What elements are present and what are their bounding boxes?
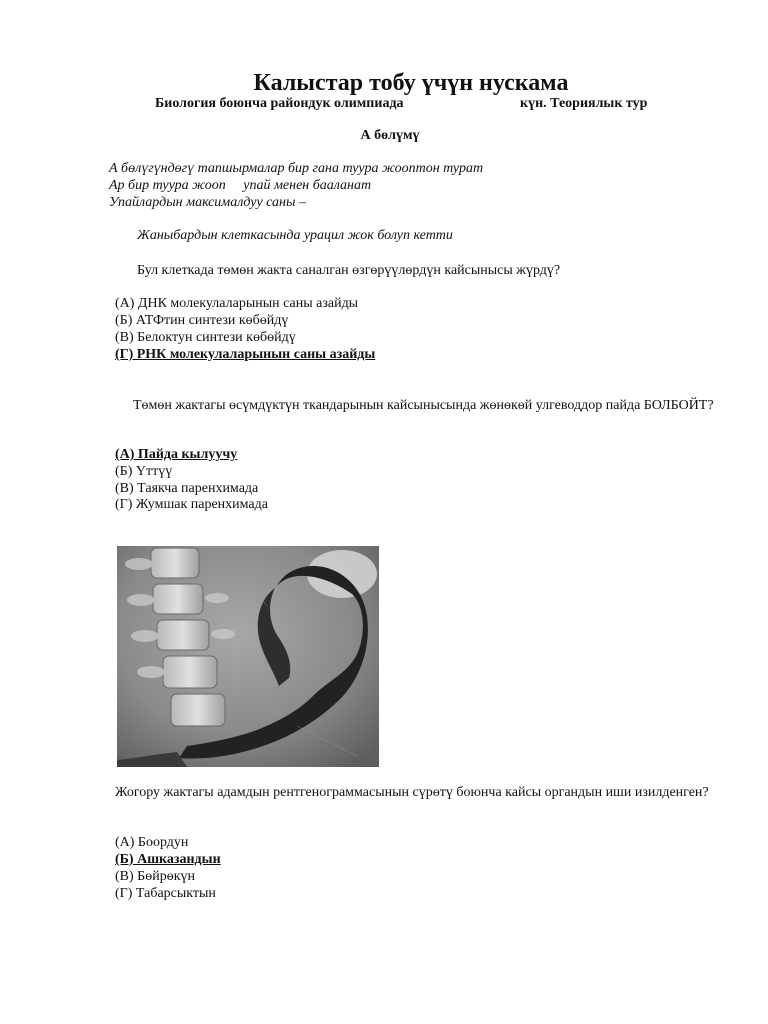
q2-option-d: (Г) Жумшак паренхимада: [115, 497, 268, 512]
page-title: Калыстар тобу үчүн нускама: [253, 70, 569, 96]
q2-option-c: (В) Таякча паренхимада: [115, 481, 259, 496]
instruction-line-3: Упайлардын максималдуу саны –: [109, 195, 306, 210]
instruction-line-2: Ар бир туура жооп упай менен бааланат: [109, 178, 372, 193]
q3-option-c: (В) Бөйрөкүн: [115, 869, 195, 884]
round-subtitle: күн. Теориялык тур: [520, 96, 648, 111]
instruction-line-1: А бөлүгүндөгү тапшырмалар бир гана туура жооптон турат: [109, 161, 484, 176]
q2-question: Төмөн жактагы өсүмдүктүн ткандарынын кайсынысында жөнөкөй улгеводдор пайда БОЛБОЙТ?: [133, 398, 714, 413]
q1-option-b: (Б) АТФтин синтези көбөйдү: [115, 313, 289, 328]
q3-option-a: (А) Боордун: [115, 835, 189, 850]
q2-option-a-correct: (А) Пайда кылуучу: [115, 447, 238, 462]
q3-option-b-correct: (Б) Ашказандын: [115, 852, 221, 867]
q1-option-d-correct: (Г) РНК молекулаларынын саны азайды: [115, 347, 376, 362]
xray-image: [117, 546, 379, 767]
q1-option-a: (А) ДНК молекулаларынын саны азайды: [115, 296, 359, 311]
q3-question: Жогору жактагы адамдын рентгенограммасынын сүрөтү боюнча кайсы органдын иши изилденген?: [115, 785, 709, 800]
olympiad-subtitle: Биология боюнча райондук олимпиада: [155, 96, 404, 111]
q1-question: Бул клеткада төмөн жакта саналган өзгөрүүлөрдүн кайсынысы жүрдү?: [137, 263, 561, 278]
section-heading: А бөлүмү: [360, 128, 420, 143]
q2-option-b: (Б) Үттүү: [115, 464, 173, 479]
q3-option-d: (Г) Табарсыктын: [115, 886, 216, 901]
q1-premise: Жаныбардын клеткасында урацил жок болуп кетти: [137, 228, 453, 243]
q1-option-c: (В) Белоктун синтези көбөйдү: [115, 330, 296, 345]
